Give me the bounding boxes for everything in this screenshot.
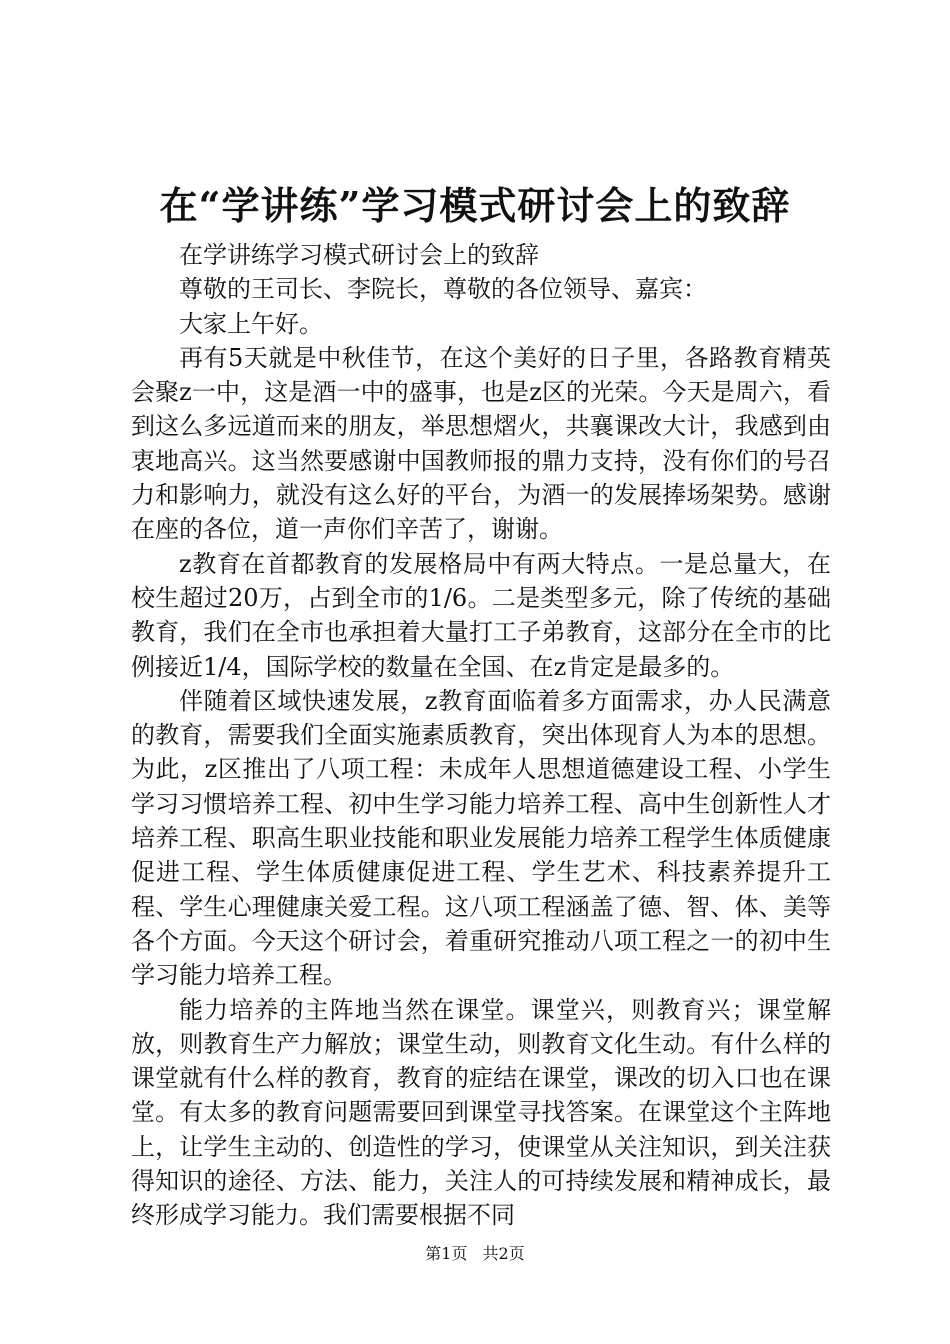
paragraph-greeting: 大家上午好。 xyxy=(179,309,323,338)
paragraph-subtitle: 在学讲练学习模式研讨会上的致辞 xyxy=(179,241,539,269)
page-footer xyxy=(0,1244,950,1264)
paragraph-body: 伴随着区域快速发展，z教育面临着多方面需求，办人民满意的教育，需要我们全面实施素质教育，突出体现育人为本的思想。为此，z区推出了八项工程：未成年人思想道德建设工程、小学生学习习惯培养工程、初中生学习能力培养工程、高中生创新性人才培养工程、职高生职业技能和职业发展能力培养工程学生体质健康促进工程、学生体质健康促进工程、学生艺术、科技素养提升工程、学生心理健康关爱工程。这八项工程涵盖了德、智、体、美等各个方面。今天这个研讨会，着重研究推动八项工程之一的初中生学习能力培养工程。 xyxy=(131,686,831,990)
page-total: 共2页 xyxy=(482,1244,525,1263)
paragraph-body: z教育在首都教育的发展格局中有两大特点。一是总量大，在校生超过20万，占到全市的1/6。二是类型多元，除了传统的基础教育，我们在全市也承担着大量打工子弟教育，这部分在全市的比例接近1/4，国际学校的数量在全国、在z肯定是最多的。 xyxy=(131,549,831,681)
paragraph-body: 能力培养的主阵地当然在课堂。课堂兴，则教育兴；课堂解放，则教育生产力解放；课堂生动，则教育文化生动。有什么样的课堂就有什么样的教育，教育的症结在课堂，课改的切入口也在课堂。有太多的教育问题需要回到课堂寻找答案。在课堂这个主阵地上，让学生主动的、创造性的学习，使课堂从关注知识，到关注获得知识的途径、方法、能力，关注人的可持续发展和精神成长，最终形成学习能力。我们需要根据不同 xyxy=(131,995,831,1230)
paragraph-salutation: 尊敬的王司长、李院长，尊敬的各位领导、嘉宾： xyxy=(179,275,707,304)
document-title: 在“学讲练”学习模式研讨会上的致辞 xyxy=(159,183,791,228)
document-body xyxy=(131,238,831,1233)
page-number: 第1页 xyxy=(425,1244,468,1263)
paragraph-body: 再有5天就是中秋佳节，在这个美好的日子里，各路教育精英会聚z一中，这是酒一中的盛事，也是z区的光荣。今天是周六，看到这么多远道而来的朋友，举思想熠火，共襄课改大计，我感到由衷地高兴。这当然要感谢中国教师报的鼎力支持，没有你们的号召力和影响力，就没有这么好的平台，为酒一的发展捧场架势。感谢在座的各位，道一声你们辛苦了，谢谢。 xyxy=(131,343,831,544)
